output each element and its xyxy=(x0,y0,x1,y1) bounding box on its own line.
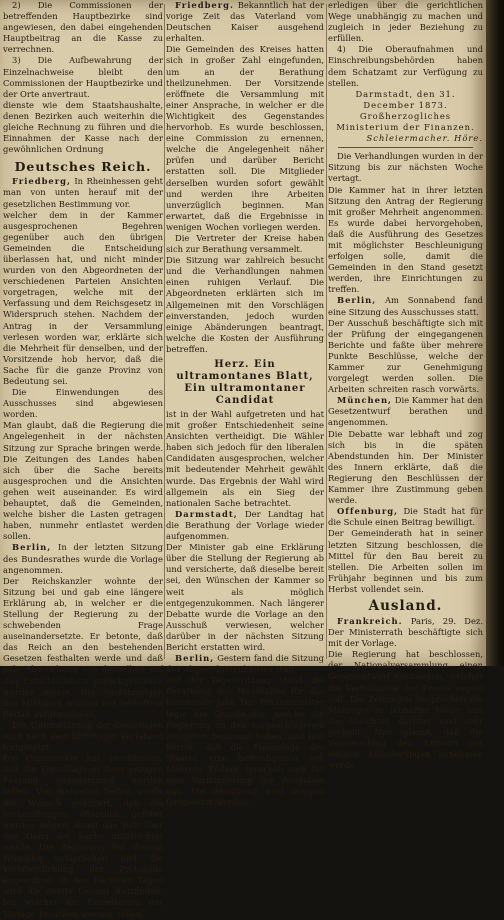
body-text: Die Regierung hat beschlossen, der Nationalversammlung einen Gesetzentwurf vorzulegen, welcher die Verhältnisse der Presse regeln soll. Die Zeitungen besprechen die Maßregel in lebhafter Weise und die Ansichten darüber sind sehr getheilt. Man glaubt, daß die Versammlung den Entwurf mit einigen Abänderungen annehmen werde. xyxy=(328,649,483,771)
news-item: Die Einwendungen des Ausschusses sind abgewiesen worden. xyxy=(3,387,163,420)
section-heading: Ausland. xyxy=(368,597,443,614)
column-right xyxy=(328,0,483,771)
date-line: Darmstadt, den 31. December 1873. xyxy=(355,88,456,110)
body-text: Der Reichskanzler wohnte der Sitzung bei und gab eine längere Erklärung ab, in welcher er die Stellung der Regierung zu der schwebenden Frage auseinandersetzte. Er betonte, daß das Reich an den bestehenden Gesetzen festhalten werde und daß jede Abweichung von denselben auf das Entschiedenste zurückgewiesen werden müsse. Die Ausführungen des Ministers wurden mit lebhaftem Beifall aufgenommen. xyxy=(3,575,163,719)
news-item: Die Vertreter der Kreise haben sich zur Berathung versammelt. xyxy=(166,232,324,255)
body-text: Der Minister gab eine Erklärung über die Stellung der Regierung ab und versicherte, daß dieselbe bereit sei, den Wünschen der Kammer so weit als möglich entgegenzukommen. Nach längerer Debatte wurde die Vorlage an den Ausschuß verwiesen, welcher darüber in der nächsten Sitzung Bericht erstatten wird. xyxy=(166,542,325,652)
body-text: Die Gemeinden des Kreises hatten sich in großer Zahl eingefunden, um an der Berathung theilzunehmen. Der Vorsitzende eröffnete die Versammlung mit einer Ansprache, in welcher er die Wichtigkeit des Gegenstandes hervorhob. Es wurde beschlossen, eine Commission zu ernennen, welche die Angelegenheit näher prüfen und darüber Bericht erstatten soll. Die Mitglieder derselben wurden sofort gewählt und werden ihre Arbeiten unverzüglich beginnen. Man erwartet, daß die Ergebnisse in wenigen Wochen vorliegen werden. xyxy=(166,44,324,232)
news-item: München, Die Kammer hat den Gesetzentwurf berathen und angenommen. xyxy=(328,395,483,428)
news-item: Frankreich. Paris, 29. Dez. Der Ministerrath beschäftigte sich mit der Vorlage. xyxy=(328,615,483,649)
lead-item: 3) Die Aufbewahrung der Einzelnachweise bleibt den Commissionen der Hauptbezirke und der Orte anvertraut. xyxy=(3,55,164,99)
issuing-authority: Großherzogliches Ministerium der Finanzen. xyxy=(336,110,475,133)
section-heading: Deutsches Reich. xyxy=(14,159,152,175)
news-item: Offenburg, Die Stadt hat für die Schule einen Beitrag bewilligt. xyxy=(328,506,483,528)
news-item: Berlin, Am Sonnabend fand eine Sitzung des Ausschusses statt. xyxy=(328,295,483,317)
news-item: Berlin, In der letzten Sitzung des Bundesrathes wurde die Vorlage angenommen. xyxy=(3,542,163,575)
column-rule xyxy=(326,4,327,659)
news-item: Friedberg, In Rheinhessen geht man von unten herauf mit der gesetzlichen Bestimmung vor. xyxy=(3,176,163,209)
book-gutter xyxy=(486,0,504,666)
body-text: Die Kammer hat in ihrer letzten Sitzung den Antrag der Regierung mit großer Mehrheit angenommen. Es wurde dabei hervorgehoben, daß die Ausführung des Gesetzes mit möglichster Beschleunigung erfolgen solle, damit die Gemeinden in den Stand gesetzt werden, ihre Einrichtungen zu treffen. xyxy=(328,184,483,295)
body-text: Die Debatte war lebhaft und zog sich bis in die späten Abendstunden hin. Der Minister des Innern erklärte, daß die Regierung den Beschlüssen der Kammer ihre Zustimmung geben werde. xyxy=(328,428,483,506)
news-item: Darmstadt, Der Landtag hat die Berathung der Vorlage wieder aufgenommen. xyxy=(166,508,324,542)
body-text: Man glaubt, daß die Regierung die Angelegenheit in der nächsten Sitzung zur Sprache bringen werde. Die Zeitungen des Landes haben sich über die Sache bereits ausgesprochen und die Ansichten gehen weit auseinander. Es wird behauptet, daß die Gemeinden, welche bisher die Lasten getragen haben, nunmehr entlastet werden sollen. xyxy=(3,420,163,542)
lead-item: 4) Die Oberaufnahmen und Einschreibungsbehörden haben dem Schatzamt zur Verfügung zu stellen. xyxy=(328,44,483,88)
body-text: ist in der Wahl aufgetreten und hat mit großer Entschiedenheit seine Ansichten vertheidigt. Die Wähler haben sich jedoch für den liberalen Candidaten ausgesprochen, welcher mit bedeutender Mehrheit gewählt wurde. Das Ergebnis der Wahl wird allgemein als ein Sieg der nationalen Sache betrachtet. xyxy=(166,409,324,508)
column-left xyxy=(3,0,163,920)
column-middle xyxy=(166,0,324,808)
column-rule xyxy=(164,4,165,659)
body-text: erledigen über die gerichtlichen Wege unabhängig zu machen und zugleich in jeder Beziehung zu erfüllen. xyxy=(328,0,483,44)
body-text: Auf der Tagesordnung stand die Berathung des Haushaltes für das kommende Jahr. Der Finanzminister legte die Gründe dar, welche die Regierung zu den vorgeschlagenen Ausgaben bestimmt haben, und hob hervor, daß die Finanzlage des Staates eine befriedigende sei. Mehrere Redner sprachen sich für eine Verminderung der Ausgaben aus. Die Berathung wird morgen fortgesetzt werden. xyxy=(166,675,324,808)
body-text: dienste wie dem Staatshaushalte, denen Bezirken auch weiterhin die gleiche Rechnung zu führen und die Einnahmen der Kasse nach der gewöhnlichen Ordnung xyxy=(3,99,163,155)
divider xyxy=(338,147,473,148)
section-heading: Herz. Ein ultramontanes Blatt, Ein ultramontaner Candidat xyxy=(176,359,314,406)
body-text: welcher dem in der Kammer ausgesprochenen Begehren gegenüber auch den übrigen Gemeinden die Entscheidung überlassen hat, und nicht minder wurden von den Abgeordneten der verschiedenen Parteien Ansichten vorgetragen, welche mit der Verfassung und dem Reichsgesetz in Widerspruch stehen. Nachdem der Antrag in der Versammlung verlesen worden war, erklärte sich die Mehrheit für denselben, und der Vorsitzende hob hervor, daß die Sache für die ganze Provinz von Bedeutung sei. xyxy=(3,209,163,386)
signature: Schleiermacher. Höre. xyxy=(366,133,483,144)
body-text: Die Commission hat beschlossen, daß die Vorschläge in ihrer jetzigen Fassung angenommen werden sollen. Von mehreren Seiten wurde der Wunsch geäußert, daß die Verhandlungen öffentlich geführt werden mögen, damit das Volk über den Gang der Sache unterrichtet werde. Die Regierung hat diesem Wunsche entsprochen und die Veröffentlichung der Protokolle angeordnet. In den nächsten Tagen wird die zweite Lesung stattfinden, bei welcher die Einzelheiten der Vorlage berathen werden sollen. xyxy=(3,753,163,919)
body-text: Die Sitzung war zahlreich besucht und die Verhandlungen nahmen einen ruhigen Verlauf. Die Abgeordneten erklärten sich im Allgemeinen mit den Vorschlägen einverstanden, jedoch wurden einige Abänderungen beantragt, welche die Kosten der Ausführung betreffen. xyxy=(166,255,324,354)
news-item: Die Unterstützung der Gemeinden wird nach dem bisherigen Verfahren fortgesetzt. xyxy=(3,719,163,753)
body-text: Der Ausschuß beschäftigte sich mit der Prüfung der eingegangenen Berichte und faßte über mehrere Punkte Beschlüsse, welche der Kammer zur Genehmigung vorgelegt werden sollen. Die Arbeiten schreiten rasch vorwärts. xyxy=(328,317,483,395)
news-item: Friedberg. Bekanntlich hat der vorige Zeit das Vaterland vom Deutschen Kaiser ausgehend erhalten. xyxy=(166,0,324,44)
news-item: Berlin, Gestern fand die Sitzung des Abgeordnetenhauses statt. xyxy=(166,653,324,675)
news-item: Die Verhandlungen wurden in der Sitzung bis zur nächsten Woche vertagt. xyxy=(328,151,483,184)
lead-item: 2) Die Commissionen der betreffenden Hauptbezirke sind angewiesen, den dabei eingehenden Hauptbeitrag an die Kasse zu verrechnen. xyxy=(3,0,163,55)
body-text: Der Gemeinderath hat in seiner letzten Sitzung beschlossen, die Mittel für den Bau bereit zu stellen. Die Arbeiten sollen im Frühjahr beginnen und bis zum Herbst vollendet sein. xyxy=(328,528,483,594)
